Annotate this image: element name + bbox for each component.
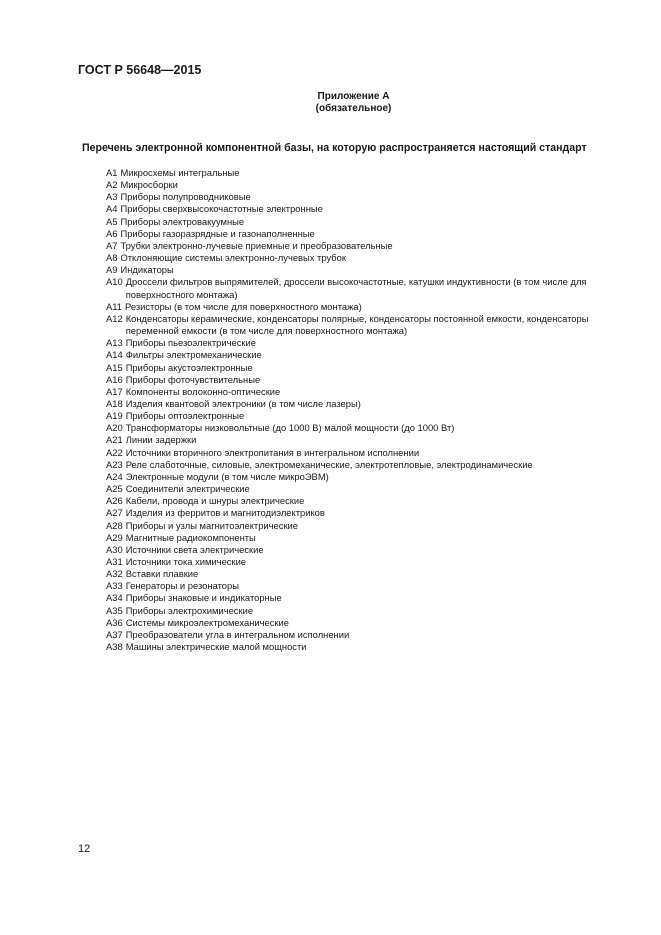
- item-number: А5: [106, 215, 118, 227]
- document-heading: Перечень электронной компонентной базы, на которую распространяется настоящий стандарт: [82, 142, 587, 154]
- list-item: [106, 520, 618, 532]
- list-item: [106, 495, 618, 507]
- list-item: [106, 617, 618, 629]
- item-text: Соединители электрические: [125, 483, 250, 495]
- item-text: Дроссели фильтров выпрямителей, дроссели высокочастотные, катушки индуктивности (в том числе для поверхностного монтажа): [125, 276, 587, 300]
- item-text: Машины электрические малой мощности: [125, 641, 307, 653]
- item-text: Источники света электрические: [125, 543, 264, 555]
- list-item: [106, 191, 618, 203]
- item-number: А2: [106, 179, 118, 191]
- list-item: [106, 301, 618, 313]
- item-text: Микросхемы интегральные: [120, 167, 240, 178]
- item-number: А16: [106, 373, 123, 385]
- item-number: А32: [106, 568, 123, 580]
- list-item: [106, 410, 618, 422]
- list-item: [106, 568, 618, 580]
- item-text: Приборы и узлы магнитоэлектрические: [125, 519, 298, 531]
- list-item: [106, 276, 618, 300]
- item-number: А23: [106, 458, 123, 470]
- item-text: Резисторы (в том числе для поверхностного монтажа): [124, 300, 362, 312]
- item-number: А10: [106, 276, 123, 288]
- list-item: [106, 240, 618, 252]
- item-text: Трансформаторы низковольтные (до 1000 В) малой мощности (до 1000 Вт): [125, 422, 455, 434]
- item-text: Вставки плавкие: [125, 568, 199, 580]
- item-text: Микросборки: [120, 179, 178, 191]
- list-item: [106, 605, 618, 617]
- list-item: [106, 386, 618, 398]
- item-number: А21: [106, 434, 123, 446]
- item-text: Фильтры электромеханические: [125, 349, 262, 361]
- list-item: [106, 179, 618, 191]
- item-text: Приборы акустоэлектронные: [125, 361, 253, 373]
- item-text: Отклоняющие системы электронно-лучевых трубок: [120, 252, 346, 264]
- item-number: А36: [106, 616, 123, 628]
- component-list: [106, 167, 618, 653]
- item-number: А8: [106, 252, 118, 264]
- list-item: [106, 362, 618, 374]
- item-text: Реле слаботочные, силовые, электромеханические, электротепловые, электродинамические: [125, 458, 533, 470]
- item-number: А30: [106, 543, 123, 555]
- list-item: [106, 580, 618, 592]
- item-number: А38: [106, 641, 123, 653]
- item-number: А19: [106, 410, 123, 422]
- standard-header: ГОСТ Р 56648—2015: [78, 63, 202, 77]
- page-number: 12: [78, 843, 91, 855]
- item-text: Преобразователи угла в интегральном исполнении: [125, 628, 350, 640]
- item-number: А17: [106, 385, 123, 397]
- item-text: Приборы электрохимические: [125, 604, 254, 616]
- item-text: Источники тока химические: [125, 556, 247, 567]
- item-text: Приборы оптоэлектронные: [125, 410, 245, 422]
- item-text: Приборы знаковые и индикаторные: [125, 592, 282, 604]
- item-number: А14: [106, 349, 123, 361]
- item-number: А34: [106, 592, 123, 604]
- list-item: [106, 398, 618, 410]
- item-number: А29: [106, 531, 123, 543]
- item-number: А25: [106, 483, 123, 495]
- item-text: Приборы фоточувствительные: [125, 373, 261, 385]
- item-number: А11: [106, 300, 122, 312]
- list-item: [106, 471, 618, 483]
- list-item: [106, 422, 618, 434]
- item-number: А33: [106, 580, 123, 592]
- list-item: [106, 313, 618, 337]
- list-item: [106, 507, 618, 519]
- item-number: А28: [106, 519, 123, 531]
- item-text: Компоненты волоконно-оптические: [125, 385, 281, 397]
- item-text: Электронные модули (в том числе микроЭВМ): [125, 470, 329, 482]
- item-number: А3: [106, 191, 118, 203]
- item-text: Приборы полупроводниковые: [120, 191, 251, 203]
- item-text: Трубки электронно-лучевые приемные и преобразовательные: [120, 239, 393, 251]
- annex-title: Приложение А: [317, 91, 390, 102]
- list-item: [106, 203, 618, 215]
- item-text: Изделия квантовой электроники (в том числе лазеры): [125, 397, 361, 409]
- item-number: А26: [106, 495, 123, 507]
- list-item: [106, 556, 618, 568]
- item-text: Системы микроэлектромеханические: [125, 616, 289, 628]
- list-item: [106, 641, 618, 653]
- item-number: А31: [106, 556, 123, 567]
- item-text: Изделия из ферритов и магнитодиэлектриков: [125, 507, 325, 519]
- annex-status: (обязательное): [315, 103, 392, 114]
- item-number: А15: [106, 361, 123, 373]
- item-text: Приборы газоразрядные и газонаполненные: [120, 227, 315, 239]
- list-item: [106, 532, 618, 544]
- item-text: Приборы пьезоэлектрические: [125, 337, 256, 349]
- item-text: Индикаторы: [120, 264, 174, 276]
- list-item: [106, 216, 618, 228]
- item-number: А24: [106, 470, 123, 482]
- list-item: [106, 592, 618, 604]
- item-number: А27: [106, 507, 123, 519]
- item-number: А18: [106, 397, 123, 409]
- list-item: [106, 228, 618, 240]
- item-text: Приборы сверхвысокочастотные электронные: [120, 203, 323, 215]
- list-item: [106, 374, 618, 386]
- item-number: А7: [106, 239, 118, 251]
- list-item: [106, 337, 618, 349]
- list-item: [106, 252, 618, 264]
- list-item: [106, 629, 618, 641]
- item-text: Магнитные радиокомпоненты: [125, 531, 256, 543]
- item-number: А1: [106, 167, 118, 178]
- list-item: [106, 167, 618, 179]
- item-number: А9: [106, 264, 118, 276]
- item-text: Генераторы и резонаторы: [125, 580, 239, 592]
- item-text: Приборы электровакуумные: [120, 215, 245, 227]
- item-number: А6: [106, 227, 118, 239]
- list-item: [106, 349, 618, 361]
- list-item: [106, 459, 618, 471]
- list-item: [106, 434, 618, 446]
- item-number: А13: [106, 337, 123, 349]
- item-number: А20: [106, 422, 123, 434]
- list-item: [106, 447, 618, 459]
- item-text: Конденсаторы керамические, конденсаторы полярные, конденсаторы постоянной емкости, конденсаторы переменной емкости (в том числе для поверхностного монтажа): [125, 312, 589, 337]
- item-text: Источники вторичного электропитания в интегральном исполнении: [125, 446, 420, 458]
- list-item: [106, 264, 618, 276]
- item-text: Линии задержки: [125, 434, 197, 446]
- item-text: Кабели, провода и шнуры электрические: [125, 495, 305, 507]
- item-number: А12: [106, 312, 123, 324]
- item-number: А35: [106, 604, 123, 616]
- list-item: [106, 544, 618, 556]
- item-number: А22: [106, 446, 123, 458]
- list-item: [106, 483, 618, 495]
- item-number: А4: [106, 203, 118, 215]
- item-number: А37: [106, 628, 123, 640]
